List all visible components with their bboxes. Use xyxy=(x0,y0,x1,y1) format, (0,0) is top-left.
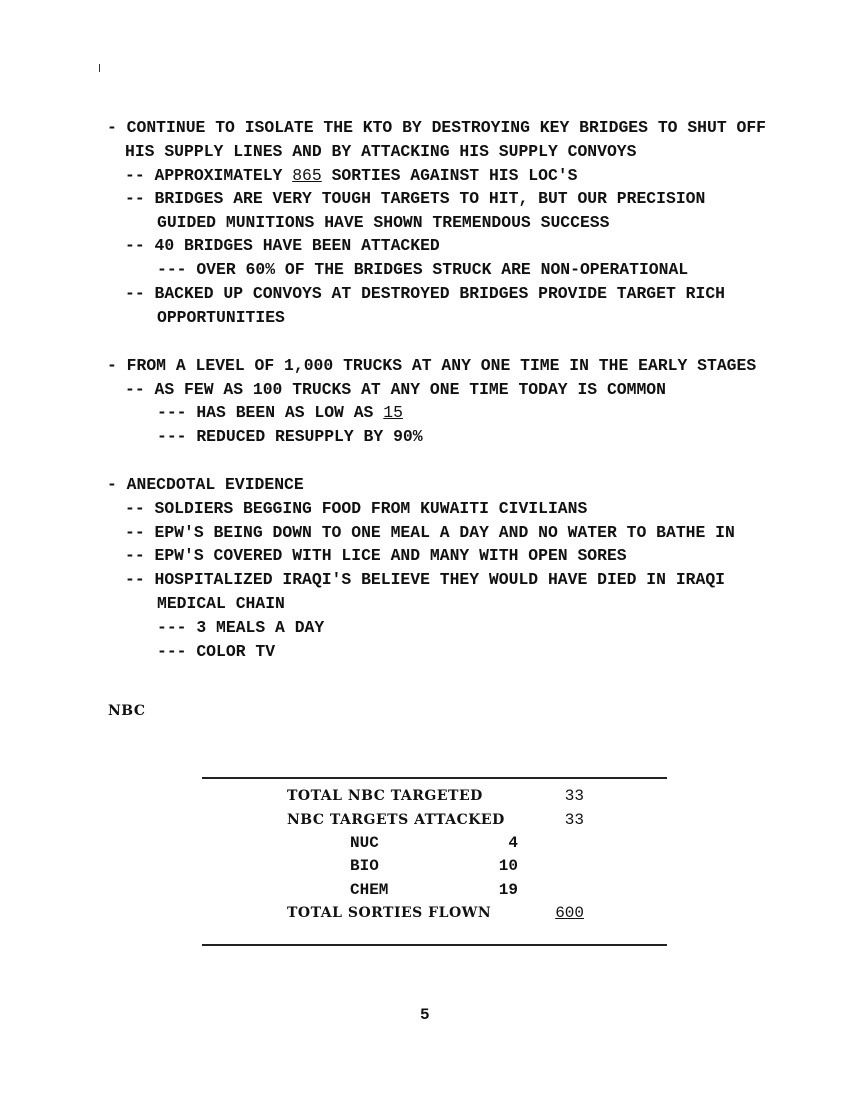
bullet-line: -- HOSPITALIZED IRAQI'S BELIEVE THEY WOULD HAVE DIED IN IRAQI xyxy=(125,570,725,589)
bullet-line: -- AS FEW AS 100 TRUCKS AT ANY ONE TIME TODAY IS COMMON xyxy=(125,380,666,399)
low-number: 15 xyxy=(383,403,403,422)
row-value: 4 xyxy=(508,834,518,852)
bullet-line: OPPORTUNITIES xyxy=(157,308,285,327)
row-label: TOTAL NBC TARGETED xyxy=(287,788,483,804)
bullet-line: -- BACKED UP CONVOYS AT DESTROYED BRIDGES PROVIDE TARGET RICH xyxy=(125,284,725,303)
bullet-line xyxy=(125,166,577,186)
bullet-line xyxy=(157,403,403,423)
row-label: CHEM xyxy=(350,881,389,899)
bullet-line: - FROM A LEVEL OF 1,000 TRUCKS AT ANY ONE TIME IN THE EARLY STAGES xyxy=(107,356,757,375)
bullet-line: -- 40 BRIDGES HAVE BEEN ATTACKED xyxy=(125,236,440,255)
scan-mark xyxy=(99,64,100,72)
bullet-line: -- SOLDIERS BEGGING FOOD FROM KUWAITI CIVILIANS xyxy=(125,499,588,518)
bullet-line: -- EPW'S COVERED WITH LICE AND MANY WITH OPEN SORES xyxy=(125,546,627,565)
text: SORTIES AGAINST HIS LOC'S xyxy=(321,166,578,185)
page-number: 5 xyxy=(420,1006,430,1024)
sorties-number: 865 xyxy=(292,166,322,185)
bullet-line: -- EPW'S BEING DOWN TO ONE MEAL A DAY AND NO WATER TO BATHE IN xyxy=(125,523,735,542)
table-bottom-rule xyxy=(202,944,667,946)
bullet-line: - CONTINUE TO ISOLATE THE KTO BY DESTROYING KEY BRIDGES TO SHUT OFF xyxy=(107,118,767,137)
text: --- HAS BEEN AS LOW AS xyxy=(157,403,384,422)
row-label: BIO xyxy=(350,857,379,875)
row-value: 600 xyxy=(555,904,584,922)
bullet-line: HIS SUPPLY LINES AND BY ATTACKING HIS SUPPLY CONVOYS xyxy=(125,142,637,161)
bullet-line: GUIDED MUNITIONS HAVE SHOWN TREMENDOUS SUCCESS xyxy=(157,213,610,232)
bullet-line: - ANECDOTAL EVIDENCE xyxy=(107,475,304,494)
bullet-line: --- REDUCED RESUPPLY BY 90% xyxy=(157,427,423,446)
bullet-line: -- BRIDGES ARE VERY TOUGH TARGETS TO HIT, BUT OUR PRECISION xyxy=(125,189,706,208)
row-label: NUC xyxy=(350,834,379,852)
row-label: NBC TARGETS ATTACKED xyxy=(287,812,505,828)
row-value: 19 xyxy=(498,881,518,899)
row-value: 33 xyxy=(564,811,584,829)
row-value: 10 xyxy=(498,857,518,875)
row-value: 33 xyxy=(564,787,584,805)
row-label: TOTAL SORTIES FLOWN xyxy=(287,905,492,921)
bullet-line: --- 3 MEALS A DAY xyxy=(157,618,325,637)
text: -- APPROXIMATELY xyxy=(125,166,293,185)
bullet-line: --- OVER 60% OF THE BRIDGES STRUCK ARE NON-OPERATIONAL xyxy=(157,260,689,279)
bullet-line: --- COLOR TV xyxy=(157,642,276,661)
table-top-rule xyxy=(202,777,667,779)
nbc-heading: NBC xyxy=(108,703,146,719)
bullet-line: MEDICAL CHAIN xyxy=(157,594,285,613)
